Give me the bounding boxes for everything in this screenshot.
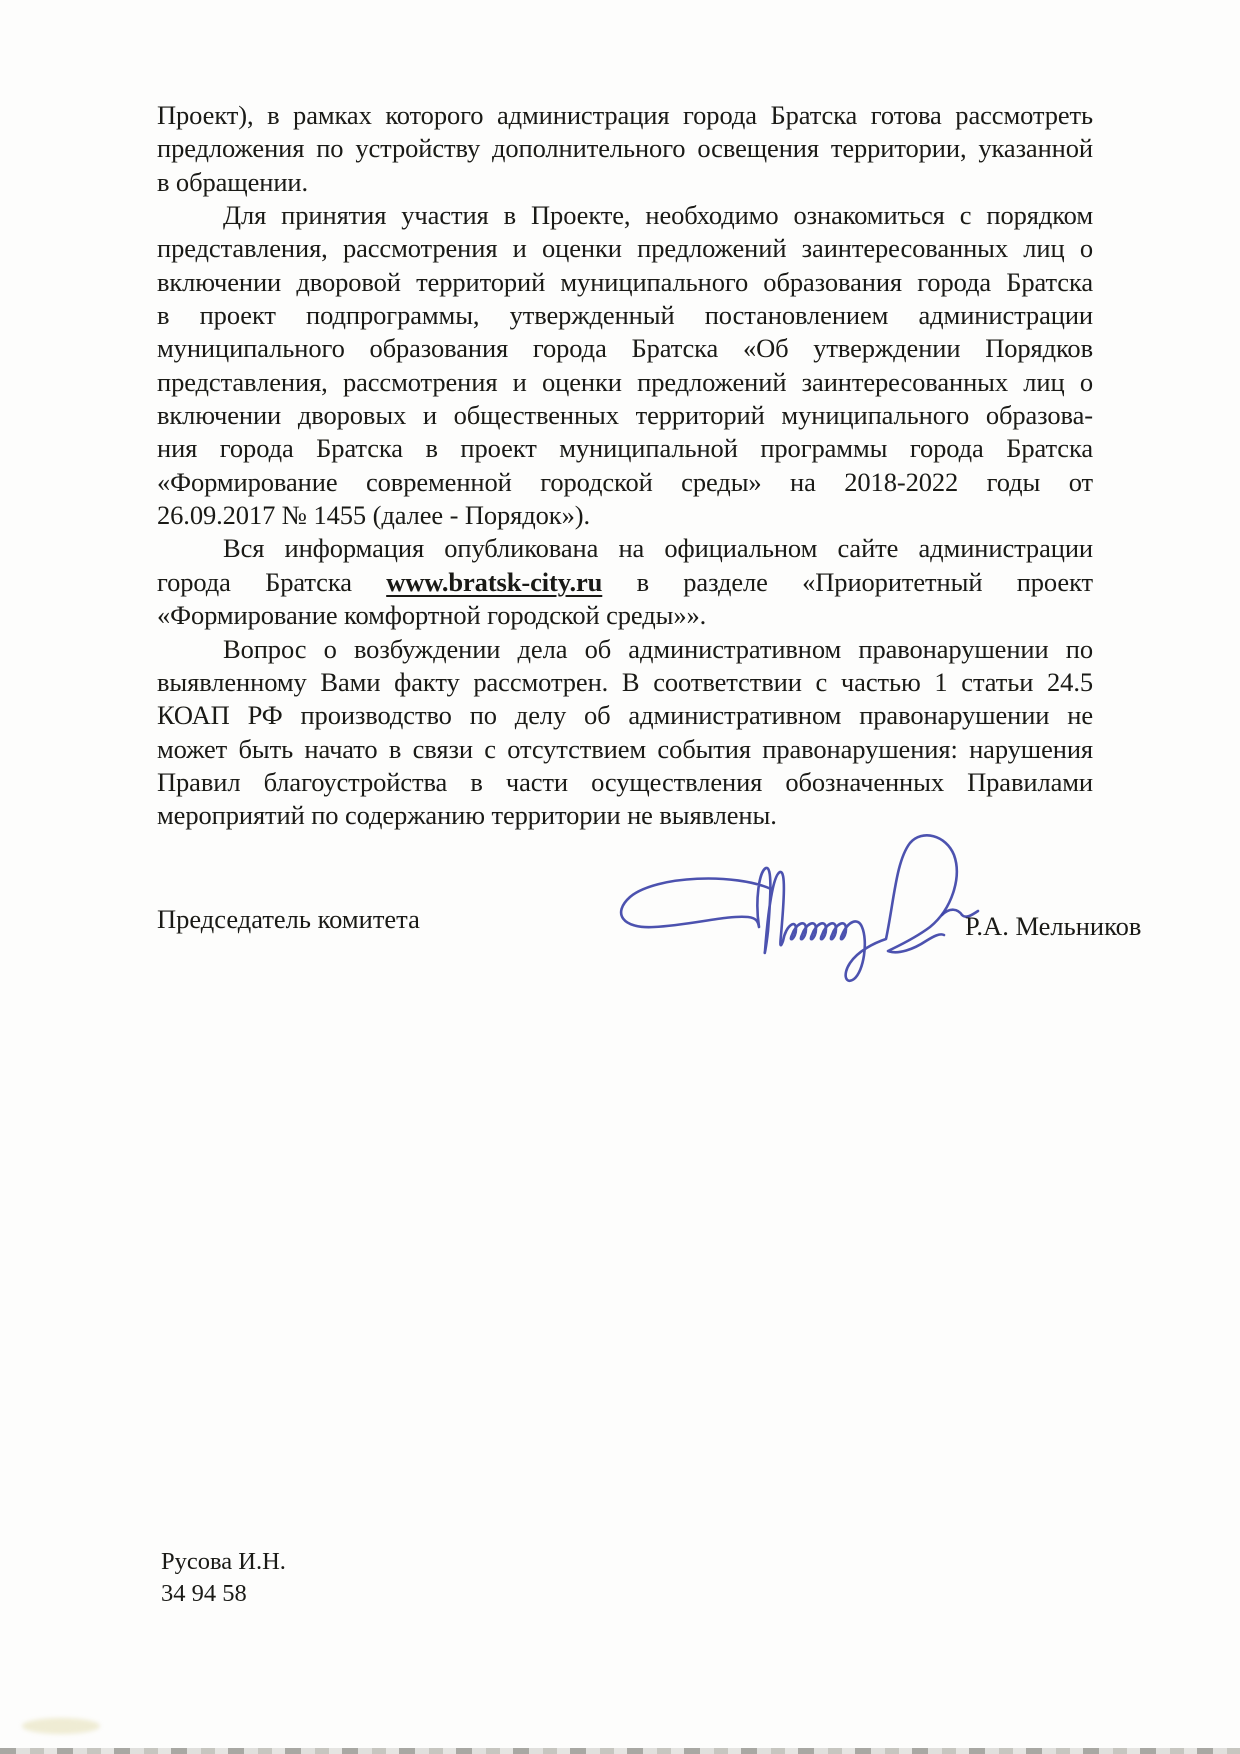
signature-stroke-main	[621, 835, 957, 980]
scan-edge-artifact	[0, 1748, 1240, 1754]
text-line: «Формирование комфортной городской среды»».	[157, 600, 707, 631]
executor-phone: 34 94 58	[161, 1579, 247, 1607]
executor-footer	[161, 1546, 286, 1609]
text-line: 26.09.2017 № 1455 (далее - Порядок»).	[157, 500, 590, 531]
text-line: выявленному Вами факту рассмотрен. В соответствии с частью 1 статьи 24.5	[157, 666, 1093, 697]
scan-smudge-artifact	[22, 1718, 100, 1734]
text-line: Правил благоустройства в части осуществления обозначенных Правилами	[157, 766, 1093, 797]
paragraph-administrative-case	[157, 633, 1093, 833]
text-segment: в разделе «Приоритетный проект	[636, 566, 1093, 597]
text-line: Проект), в рамках которого администрация города Братска готова рассмотреть	[157, 100, 1093, 130]
text-line-with-link	[157, 566, 1093, 599]
text-segment: города Братска	[157, 566, 352, 597]
text-line: Вопрос о возбуждении дела об административном правонарушении по	[223, 633, 1093, 664]
text-line: в обращении.	[157, 166, 309, 197]
text-line: Для принятия участия в Проекте, необходимо ознакомиться с порядком	[223, 200, 1093, 231]
signer-title: Председатель комитета	[157, 904, 420, 934]
paragraph-website-info	[157, 532, 1093, 632]
text-line: «Формирование современной городской среды» на 2018-2022 годы от	[157, 466, 1093, 497]
text-line: представления, рассмотрения и оценки предложений заинтересованных лиц о	[157, 233, 1093, 264]
text-line: в проект подпрограммы, утвержденный постановлением администрации	[157, 300, 1093, 331]
website-link[interactable]: www.bratsk-city.ru	[386, 566, 603, 597]
paragraph-participation-procedure	[157, 199, 1093, 532]
text-line: включении дворовой территорий муниципального образования города Братска	[157, 266, 1093, 297]
paragraph-project-intro	[157, 99, 1093, 199]
text-line: Вся информация опубликована на официальном сайте администрации	[223, 533, 1093, 564]
signer-name: Р.А. Мельников	[965, 911, 1142, 941]
text-line: включении дворовых и общественных территорий муниципального образова-	[157, 400, 1093, 431]
text-line: муниципального образования города Братска «Об утверждении Порядков	[157, 333, 1093, 364]
text-line: представления, рассмотрения и оценки предложений заинтересованных лиц о	[157, 366, 1093, 397]
letter-body	[157, 99, 1093, 833]
handwritten-signature	[596, 831, 998, 1003]
executor-name: Русова И.Н.	[161, 1548, 286, 1575]
text-line: ния города Братска в проект муниципальной программы города Братска	[157, 433, 1093, 464]
text-line: мероприятий по содержанию территории не выявлены.	[157, 800, 777, 831]
text-line: предложения по устройству дополнительного освещения территории, указанной	[157, 133, 1093, 164]
text-line: КОАП РФ производство по делу об административном правонарушении не	[157, 700, 1093, 731]
text-line: может быть начато в связи с отсутствием события правонарушения: нарушения	[157, 733, 1093, 764]
